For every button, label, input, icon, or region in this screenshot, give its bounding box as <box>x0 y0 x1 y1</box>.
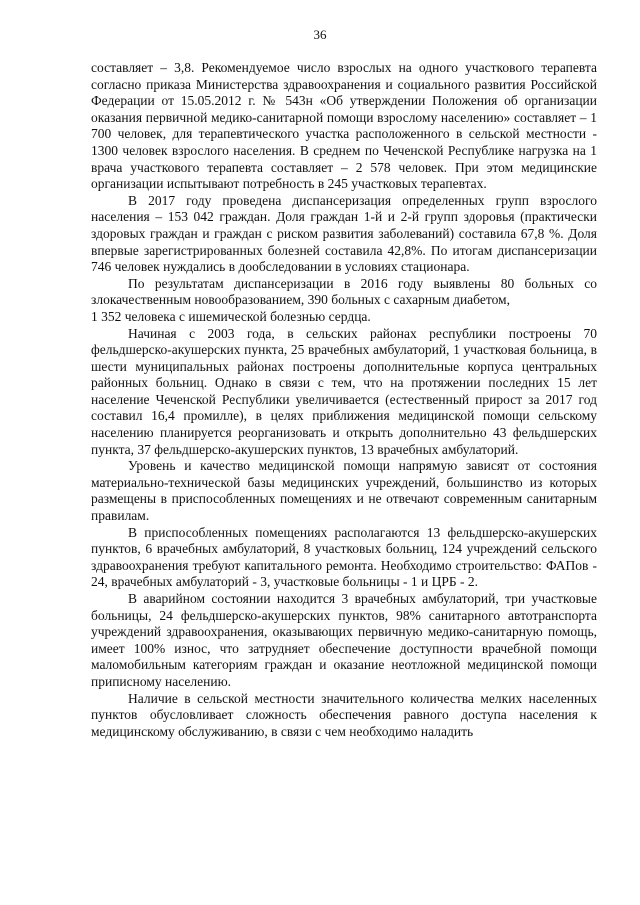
paragraph-3: По результатам диспансеризации в 2016 году выявлены 80 больных со злокачественным новообразованием, 390 больных с сахарным диабетом, <box>91 275 597 308</box>
paragraph-7: В аварийном состоянии находится 3 врачебных амбулаторий, три участковые больницы, 24 фельдшерско-акушерских пунктов, 98% санитарного автотранспорта учреждений здравоохранения, оказывающих первичную медико-санитарную помощь, имеет 100% износ, что затрудняет обеспечение доступности врачебной помощи маломобильным категориям граждан и оказание неотложной медицинской помощи приписному населению. <box>91 591 597 689</box>
page-number: 36 <box>313 27 327 42</box>
paragraph-4: Начиная с 2003 года, в сельских районах республики построены 70 фельдшерско-акушерских пункта, 25 врачебных амбулаторий, 1 участковая больница, в шести муниципальных районах построены дополнительные корпуса центральных районных больниц. Однако в связи с тем, что на протяжении последних 15 лет население Чеченской Республики увеличивается (естественный прирост за 2017 год составил 16,4 промилле), в целях приближения медицинской помощи сельскому населению планируется реорганизовать и открыть дополнительно 43 фельдшерских пункта, 37 фельдшерско-акушерских пунктов, 13 врачебных амбулаторий. <box>91 325 597 457</box>
paragraph-1: составляет – 3,8. Рекомендуемое число взрослых на одного участкового терапевта согласно приказа Министерства здравоохранения и социального развития Российской Федерации от 15.05.2012 г. № 543н «Об утверждении Положения об организации оказания первичной медико-санитарной помощи взрослому населению» составляет – 1 700 человек, для терапевтического участка расположенного в сельской местности - 1300 человек взрослого населения. В среднем по Чеченской Республике нагрузка на 1 врача участкового терапевта составляет – 2 578 человек. При этом медицинские организации испытывают потребность в 245 участковых терапевтах. <box>91 60 597 192</box>
paragraph-8: Наличие в сельской местности значительного количества мелких населенных пунктов обусловливает сложность обеспечения равного доступа населения к медицинскому обслуживанию, в связи с чем необходимо наладить <box>91 690 597 739</box>
paragraph-5: Уровень и качество медицинской помощи напрямую зависят от состояния материально-технической базы медицинских учреждений, большинство из которых размещены в приспособленных помещениях и не отвечают современным санитарным правилам. <box>91 458 597 524</box>
document-body <box>91 60 597 740</box>
paragraph-6: В приспособленных помещениях располагаются 13 фельдшерско-акушерских пунктов, 6 врачебных амбулаторий, 8 участковых больниц, 124 учреждений сельского здравоохранения требуют капитального ремонта. Необходимо строительство: ФАПов - 24, врачебных амбулаторий - 3, участковые больницы - 1 и ЦРБ - 2. <box>91 524 597 590</box>
paragraph-2: В 2017 году проведена диспансеризация определенных групп взрослого населения – 153 042 граждан. Доля граждан 1-й и 2-й групп здоровья (практически здоровых граждан и граждан с риском развития заболеваний) составила 67,8 %. Доля впервые зарегистрированных болезней составила 42,8%. По итогам диспансеризации 746 человек нуждались в дообследовании в условиях стационара. <box>91 192 597 275</box>
paragraph-3-continuation: 1 352 человека с ишемической болезнью сердца. <box>91 308 371 324</box>
